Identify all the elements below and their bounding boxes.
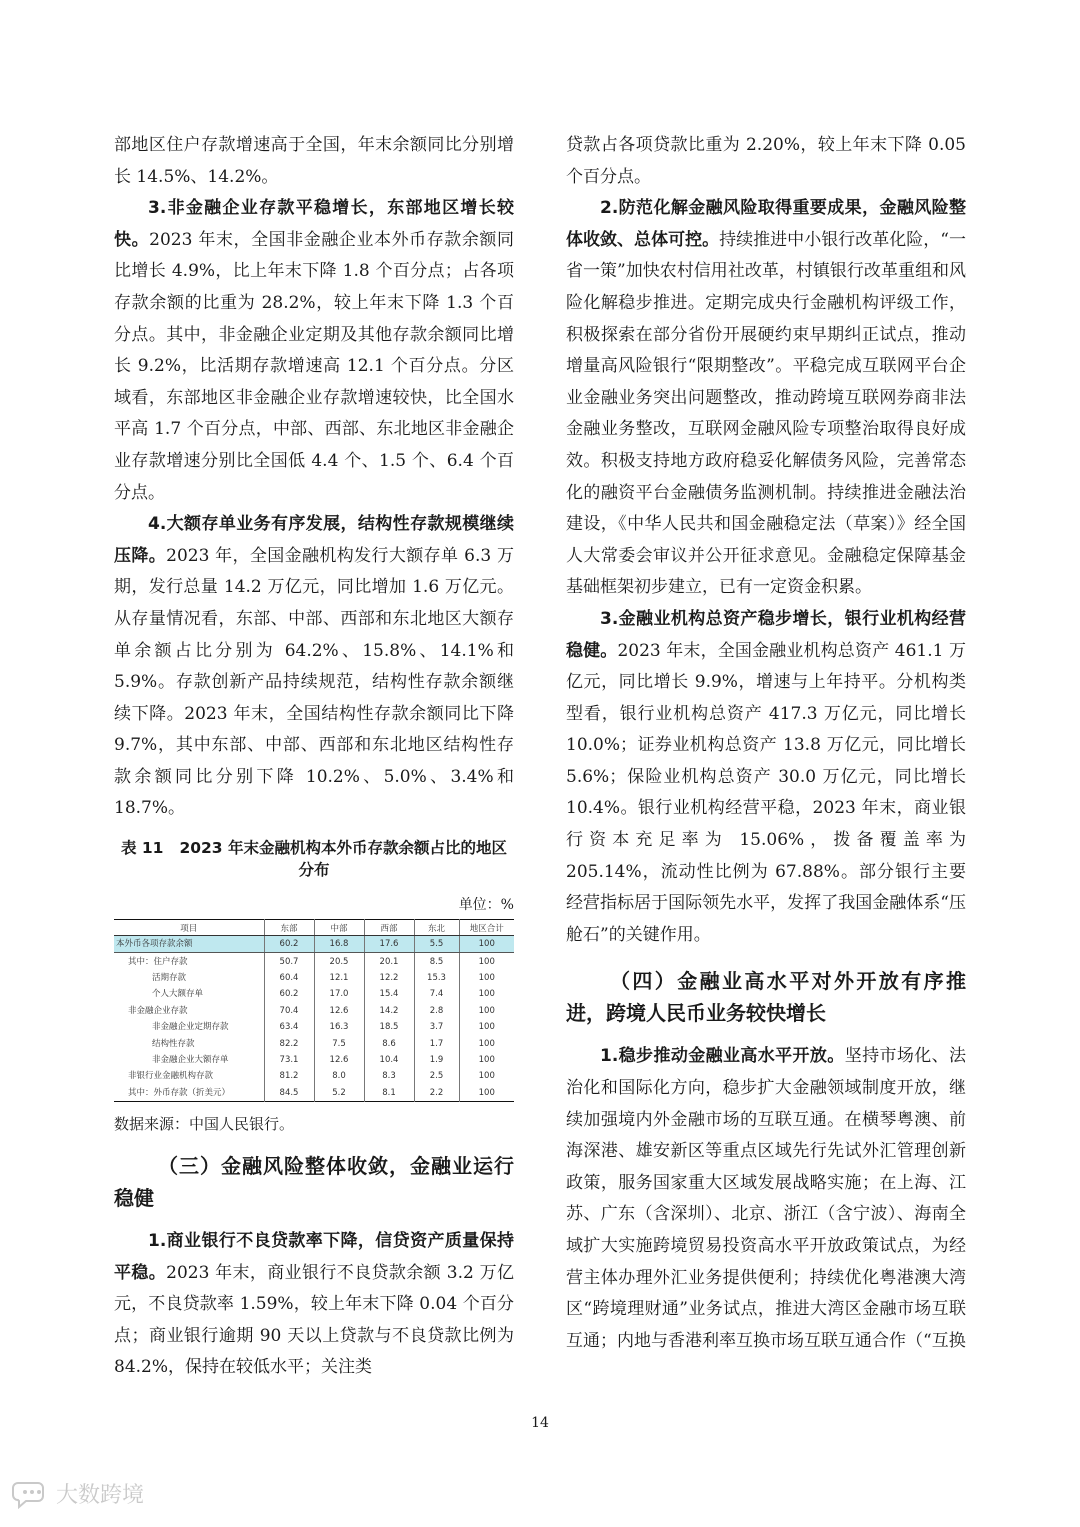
paragraph-heading: 3.金融业机构总资产稳步增长，银行业机构经营稳健。 [566,608,966,661]
watermark [12,1478,144,1509]
table-cell: 100 [459,986,514,1002]
table-unit: 单位：% [458,897,514,914]
table-cell: 50.7 [264,953,314,970]
table-cell: 2.2 [414,1085,459,1102]
table-cell: 73.1 [264,1052,314,1068]
paragraph-body: 2023 年末，全国金融业机构总资产 461.1 万亿元，同比增长 9.9%，增速与上年持平。分机构类型看，银行业机构总资产 417.3 万亿元，同比增长 10.0%；证券业机构总资产 13.8 万亿元，同比增长 5.6%；保险业机构总资产 30.0 万亿元，同比增长 10.4%。银行业机构经营平稳，2023 年末，商业银行资本充足率为 15.06%，拨备覆盖率为 205.14%，流动性比例为 67.88%。部分银行主要经营指标居于国际领先水平，发挥了我国金融体系“压舱石”的关键作用。 [566,640,966,945]
table-cell: 8.0 [314,1068,364,1084]
table-cell: 12.6 [314,1052,364,1068]
table-cell: 8.6 [364,1035,414,1051]
table-cell: 100 [459,1035,514,1051]
paragraph [566,1041,966,1357]
left-column [114,130,514,1384]
table-cell: 15.4 [364,986,414,1002]
table-cell: 12.6 [314,1003,364,1019]
table-cell: 100 [459,1085,514,1102]
paragraph-body: 2023 年末，商业银行不良贷款余额 3.2 万亿元，不良贷款率 1.59%，较上年末下降 0.04 个百分点；商业银行逾期 90 天以上贷款与不良贷款比例为 84.2%，保持在较低水平；关注类 [114,1262,514,1378]
table-row-label: 非金融企业定期存款 [152,1022,229,1033]
table-cell: 82.2 [264,1035,314,1051]
table-row-label: 非金融企业存款 [128,1005,188,1016]
deposit-region-table [114,919,514,1102]
right-column [566,130,966,1357]
table-header-row [114,920,514,936]
table-cell: 100 [459,1068,514,1084]
table-row [114,1019,514,1035]
table-cell: 100 [459,970,514,986]
table-cell: 20.5 [314,953,364,970]
table-row [114,953,514,970]
table-cell: 2.8 [414,1003,459,1019]
table-cell: 16.3 [314,1019,364,1035]
table-row-label: 其中：住户存款 [128,956,188,967]
table-row-label: 结构性存款 [152,1038,195,1049]
table-header-cell: 东部 [264,920,314,936]
section-heading: （三）金融风险整体收敛，金融业运行稳健 [114,1153,514,1210]
table-header-cell: 地区合计 [459,920,514,936]
table-cell: 5.2 [314,1085,364,1102]
table-cell: 63.4 [264,1019,314,1035]
table-cell: 12.2 [364,970,414,986]
paragraph-heading: 4.大额存单业务有序发展，结构性存款规模继续压降。 [114,514,514,566]
table-cell: 14.2 [364,1003,414,1019]
paragraph-heading: 1.商业银行不良贷款率下降，信贷资产质量保持平稳。 [114,1230,514,1283]
paragraph [114,193,514,509]
paragraph [566,193,966,604]
watermark-text: 大数跨境 [56,1483,145,1508]
speech-bubble-icon [12,1479,52,1509]
table-row [114,1068,514,1084]
table-cell: 2.5 [414,1068,459,1084]
paragraph [114,1226,514,1384]
table-row-label: 本外币各项存款余额 [114,936,264,953]
paragraph-body: 2023 年末，全国非金融企业本外币存款余额同比增长 4.9%，比上年末下降 1.8 个百分点；占各项存款余额的比重为 28.2%，较上年末下降 1.3 个百分点。其中，非金融企业定期及其他存款余额同比增长 9.2%，比活期存款增速高 12.1 个百分点。分区域看，东部地区非金融企业存款增速较快，比全国水平高 1.7 个百分点，中部、西部、东北地区非金融企业存款增速分别比全国低 4.4 个、1.5 个、6.4 个百分点。 [114,229,515,503]
table-cell: 100 [459,953,514,970]
paragraph: 贷款占各项贷款比重为 2.20%，较上年末下降 0.05 个百分点。 [566,135,966,187]
table-cell: 100 [459,1052,514,1068]
table-cell: 60.2 [264,936,314,953]
paragraph [566,604,966,952]
table-header-cell: 项目 [114,920,264,936]
paragraph-heading: 2.防范化解金融风险取得重要成果，金融风险整体收敛、总体可控。 [566,198,966,250]
table-cell: 7.4 [414,986,459,1002]
table-row-label: 非银行业金融机构存款 [128,1071,214,1082]
table-cell: 60.2 [264,986,314,1002]
table-row [114,970,514,986]
table-cell: 8.3 [364,1068,414,1084]
table-label: 表 11 [120,839,164,858]
table-cell: 8.1 [364,1085,414,1102]
table-cell: 81.2 [264,1068,314,1084]
table-row-label: 活期存款 [152,973,187,984]
table-cell: 17.6 [364,936,414,953]
table-row [114,1003,514,1019]
table-cell: 16.8 [314,936,364,953]
paragraph: 部地区住户存款增速高于全国，年末余额同比分别增长 14.5%、14.2%。 [114,135,514,187]
paragraph [114,509,514,825]
table-cell: 100 [459,936,514,953]
table-cell: 8.5 [414,953,459,970]
table-cell: 3.7 [414,1019,459,1035]
table-header-cell: 东北 [414,920,459,936]
table-cell: 100 [459,1003,514,1019]
table-caption: 2023 年末金融机构本外币存款余额占比的地区分布 [179,839,507,880]
table-row-label: 个人大额存单 [152,989,204,1000]
table-cell: 17.0 [314,986,364,1002]
table-header-cell: 西部 [364,920,414,936]
table-cell: 1.9 [414,1052,459,1068]
table-body [114,936,514,1102]
table-row [114,1052,514,1068]
table-row [114,1035,514,1051]
table-row [114,936,514,953]
table-cell: 84.5 [264,1085,314,1102]
table-cell: 15.3 [414,970,459,986]
section-heading: （四）金融业高水平对外开放有序推进，跨境人民币业务较快增长 [566,969,966,1026]
table-cell: 1.7 [414,1035,459,1051]
table-cell: 70.4 [264,1003,314,1019]
paragraph-heading: 1.稳步推动金融业高水平开放。 [600,1046,845,1067]
paragraph-body: 2023 年，全国金融机构发行大额存单 6.3 万期，发行总量 14.2 万亿元，同比增加 1.6 万亿元。从存量情况看，东部、中部、西部和东北地区大额存单余额占比分别为 64.2%、15.8%、14.1%和 5.9%。存款创新产品持续规范，结构性存款余额继续下降。2023 年末，全国结构性存款余额同比下降 9.7%，其中东部、中部、西部和东北地区结构性存款余额同比分别下降 10.2%、5.0%、3.4%和 18.7%。 [114,545,514,819]
table-cell: 10.4 [364,1052,414,1068]
table-cell: 7.5 [314,1035,364,1051]
paragraph-body: 持续推进中小银行改革化险，“一省一策”加快农村信用社改革，村镇银行改革重组和风险化解稳步推进。定期完成央行金融机构评级工作，积极探索在部分省份开展硬约束早期纠正试点，推动增量高风险银行“限期整改”。平稳完成互联网平台企业金融业务突出问题整改，推动跨境互联网券商非法金融业务整改，互联网金融风险专项整治取得良好成效。积极支持地方政府稳妥化解债务风险，完善常态化的融资平台金融债务监测机制。持续推进金融法治建设，《中华人民共和国金融稳定法（草案）》经全国人大常委会审议并公开征求意见。金融稳定保障基金基础框架初步建立，已有一定资金积累。 [566,229,966,598]
table-row-label: 其中：外币存款（折美元） [128,1087,231,1098]
table-cell: 12.1 [314,970,364,986]
table-title [114,837,514,881]
table-row [114,1085,514,1102]
table-cell: 20.1 [364,953,414,970]
paragraph-body: 坚持市场化、法治化和国际化方向，稳步扩大金融领域制度开放，继续加强境内外金融市场的互联互通。在横琴粤澳、前海深港、雄安新区等重点区域先行先试外汇管理创新政策，服务国家重大区域发展战略实施；在上海、江苏、广东（含深圳）、北京、浙江（含宁波）、海南全域扩大实施跨境贸易投资高水平开放政策试点，为经营主体办理外汇业务提供便利；持续优化粤港澳大湾区“跨境理财通”业务试点，推进大湾区金融市场互联互通；内地与香港利率互换市场互联互通合作（“互换 [566,1046,966,1351]
table-source: 数据来源：中国人民银行。 [114,1114,295,1133]
table-cell: 18.5 [364,1019,414,1035]
table-row [114,986,514,1002]
page-number: 14 [531,1415,549,1431]
table-header-cell: 中部 [314,920,364,936]
table-cell: 100 [459,1019,514,1035]
table-cell: 5.5 [414,936,459,953]
table-row-label: 非金融企业大额存单 [152,1054,229,1065]
table-cell: 60.4 [264,970,314,986]
paragraph-heading: 3.非金融企业存款平稳增长，东部地区增长较快。 [114,198,514,250]
